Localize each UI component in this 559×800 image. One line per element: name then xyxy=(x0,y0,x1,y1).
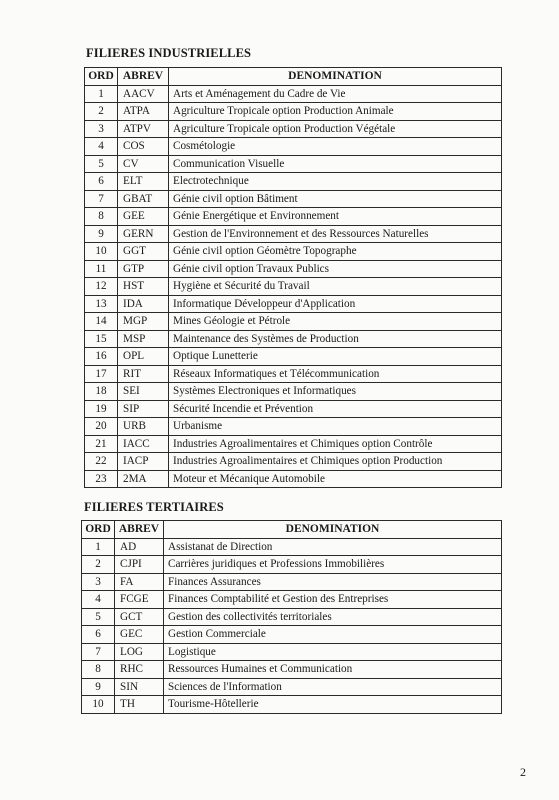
row-ord-cell: 12 xyxy=(85,278,118,296)
row-abrev-cell: FCGE xyxy=(115,591,164,609)
row-ord-cell: 3 xyxy=(82,573,115,591)
row-denomination-cell: Arts et Aménagement du Cadre de Vie xyxy=(169,85,502,103)
table-row xyxy=(85,313,502,331)
table-row xyxy=(85,400,502,418)
row-abrev-cell: ATPV xyxy=(118,120,169,138)
row-abrev-cell: GCT xyxy=(115,608,164,626)
row-ord-cell: 22 xyxy=(85,453,118,471)
row-abrev-cell: URB xyxy=(118,418,169,436)
row-denomination-cell: Ressources Humaines et Communication xyxy=(164,661,502,679)
row-ord-cell: 23 xyxy=(85,470,118,488)
table-row xyxy=(85,173,502,191)
row-ord-cell: 19 xyxy=(85,400,118,418)
row-ord-cell: 5 xyxy=(85,155,118,173)
row-ord-cell: 17 xyxy=(85,365,118,383)
row-denomination-cell: Génie civil option Géomètre Topographe xyxy=(169,243,502,261)
row-abrev-cell: ATPA xyxy=(118,103,169,121)
table-row xyxy=(85,435,502,453)
row-ord-cell: 1 xyxy=(82,538,115,556)
row-abrev-cell: IDA xyxy=(118,295,169,313)
table-row xyxy=(85,278,502,296)
row-denomination-cell: Agriculture Tropicale option Production Végétale xyxy=(169,120,502,138)
row-ord-cell: 7 xyxy=(82,643,115,661)
tertiary-table-body xyxy=(82,538,502,713)
table-row xyxy=(85,155,502,173)
table-row xyxy=(85,190,502,208)
row-denomination-cell: Logistique xyxy=(164,643,502,661)
row-abrev-cell: FA xyxy=(115,573,164,591)
tertiary-section-title: FILIERES TERTIAIRES xyxy=(84,500,224,514)
row-denomination-cell: Assistanat de Direction xyxy=(164,538,502,556)
table-row xyxy=(82,661,502,679)
row-abrev-cell: CV xyxy=(118,155,169,173)
row-ord-cell: 6 xyxy=(82,626,115,644)
table-row xyxy=(82,591,502,609)
table-row xyxy=(85,383,502,401)
table-row xyxy=(82,696,502,714)
row-abrev-cell: 2MA xyxy=(118,470,169,488)
row-abrev-cell: SIN xyxy=(115,678,164,696)
row-ord-cell: 8 xyxy=(82,661,115,679)
row-abrev-cell: GTP xyxy=(118,260,169,278)
header-denomination: DENOMINATION xyxy=(164,521,502,539)
table-row xyxy=(82,573,502,591)
row-denomination-cell: Systèmes Electroniques et Informatiques xyxy=(169,383,502,401)
row-denomination-cell: Carrières juridiques et Professions Immobilières xyxy=(164,556,502,574)
table-row xyxy=(82,538,502,556)
row-ord-cell: 5 xyxy=(82,608,115,626)
row-ord-cell: 14 xyxy=(85,313,118,331)
row-abrev-cell: RIT xyxy=(118,365,169,383)
row-denomination-cell: Finances Assurances xyxy=(164,573,502,591)
row-denomination-cell: Tourisme-Hôtellerie xyxy=(164,696,502,714)
table-row xyxy=(85,295,502,313)
row-abrev-cell: IACC xyxy=(118,435,169,453)
table-row xyxy=(85,348,502,366)
row-abrev-cell: COS xyxy=(118,138,169,156)
table-row xyxy=(82,608,502,626)
row-denomination-cell: Gestion des collectivités territoriales xyxy=(164,608,502,626)
table-row xyxy=(85,103,502,121)
row-ord-cell: 3 xyxy=(85,120,118,138)
table-row xyxy=(85,208,502,226)
row-denomination-cell: Gestion de l'Environnement et des Ressources Naturelles xyxy=(169,225,502,243)
table-row xyxy=(82,678,502,696)
row-denomination-cell: Communication Visuelle xyxy=(169,155,502,173)
table-row xyxy=(85,243,502,261)
industrial-section-title: FILIERES INDUSTRIELLES xyxy=(86,46,252,60)
row-abrev-cell: GEE xyxy=(118,208,169,226)
row-abrev-cell: RHC xyxy=(115,661,164,679)
row-ord-cell: 9 xyxy=(82,678,115,696)
table-row xyxy=(85,330,502,348)
row-denomination-cell: Industries Agroalimentaires et Chimiques option Contrôle xyxy=(169,435,502,453)
row-abrev-cell: SEI xyxy=(118,383,169,401)
row-denomination-cell: Informatique Développeur d'Application xyxy=(169,295,502,313)
table-row xyxy=(82,556,502,574)
row-abrev-cell: SIP xyxy=(118,400,169,418)
row-abrev-cell: IACP xyxy=(118,453,169,471)
row-ord-cell: 10 xyxy=(85,243,118,261)
row-denomination-cell: Mines Géologie et Pétrole xyxy=(169,313,502,331)
row-denomination-cell: Industries Agroalimentaires et Chimiques option Production xyxy=(169,453,502,471)
row-abrev-cell: AACV xyxy=(118,85,169,103)
table-row xyxy=(85,453,502,471)
row-denomination-cell: Hygiène et Sécurité du Travail xyxy=(169,278,502,296)
row-denomination-cell: Sciences de l'Information xyxy=(164,678,502,696)
row-abrev-cell: MGP xyxy=(118,313,169,331)
header-denomination: DENOMINATION xyxy=(169,68,502,86)
row-denomination-cell: Agriculture Tropicale option Production Animale xyxy=(169,103,502,121)
row-ord-cell: 6 xyxy=(85,173,118,191)
table-header-row xyxy=(85,68,502,86)
industrial-table-body xyxy=(85,85,502,488)
row-ord-cell: 7 xyxy=(85,190,118,208)
header-abrev: ABREV xyxy=(115,521,164,539)
row-denomination-cell: Sécurité Incendie et Prévention xyxy=(169,400,502,418)
row-denomination-cell: Urbanisme xyxy=(169,418,502,436)
table-row xyxy=(85,365,502,383)
row-ord-cell: 20 xyxy=(85,418,118,436)
row-ord-cell: 21 xyxy=(85,435,118,453)
row-ord-cell: 13 xyxy=(85,295,118,313)
row-denomination-cell: Electrotechnique xyxy=(169,173,502,191)
row-abrev-cell: GBAT xyxy=(118,190,169,208)
header-ord: ORD xyxy=(85,68,118,86)
row-abrev-cell: GERN xyxy=(118,225,169,243)
industrial-table xyxy=(84,67,502,488)
row-denomination-cell: Finances Comptabilité et Gestion des Entreprises xyxy=(164,591,502,609)
row-abrev-cell: TH xyxy=(115,696,164,714)
row-abrev-cell: GEC xyxy=(115,626,164,644)
row-denomination-cell: Optique Lunetterie xyxy=(169,348,502,366)
row-denomination-cell: Gestion Commerciale xyxy=(164,626,502,644)
row-abrev-cell: LOG xyxy=(115,643,164,661)
row-denomination-cell: Réseaux Informatiques et Télécommunication xyxy=(169,365,502,383)
table-row xyxy=(85,85,502,103)
row-denomination-cell: Maintenance des Systèmes de Production xyxy=(169,330,502,348)
row-ord-cell: 8 xyxy=(85,208,118,226)
table-row xyxy=(82,643,502,661)
row-abrev-cell: OPL xyxy=(118,348,169,366)
row-ord-cell: 4 xyxy=(82,591,115,609)
page-number: 2 xyxy=(520,765,526,779)
row-abrev-cell: HST xyxy=(118,278,169,296)
row-abrev-cell: CJPI xyxy=(115,556,164,574)
table-row xyxy=(85,470,502,488)
row-ord-cell: 2 xyxy=(85,103,118,121)
row-denomination-cell: Génie civil option Bâtiment xyxy=(169,190,502,208)
row-ord-cell: 16 xyxy=(85,348,118,366)
row-ord-cell: 9 xyxy=(85,225,118,243)
row-ord-cell: 1 xyxy=(85,85,118,103)
table-row xyxy=(85,138,502,156)
row-abrev-cell: GGT xyxy=(118,243,169,261)
row-denomination-cell: Moteur et Mécanique Automobile xyxy=(169,470,502,488)
table-row xyxy=(85,260,502,278)
row-denomination-cell: Génie Energétique et Environnement xyxy=(169,208,502,226)
row-abrev-cell: ELT xyxy=(118,173,169,191)
table-row xyxy=(82,626,502,644)
header-abrev: ABREV xyxy=(118,68,169,86)
row-ord-cell: 15 xyxy=(85,330,118,348)
header-ord: ORD xyxy=(82,521,115,539)
row-abrev-cell: MSP xyxy=(118,330,169,348)
table-header-row xyxy=(82,521,502,539)
row-ord-cell: 11 xyxy=(85,260,118,278)
table-row xyxy=(85,418,502,436)
tertiary-table xyxy=(81,520,502,714)
row-denomination-cell: Génie civil option Travaux Publics xyxy=(169,260,502,278)
row-ord-cell: 4 xyxy=(85,138,118,156)
table-row xyxy=(85,120,502,138)
row-ord-cell: 10 xyxy=(82,696,115,714)
row-ord-cell: 18 xyxy=(85,383,118,401)
row-abrev-cell: AD xyxy=(115,538,164,556)
table-row xyxy=(85,225,502,243)
row-ord-cell: 2 xyxy=(82,556,115,574)
row-denomination-cell: Cosmétologie xyxy=(169,138,502,156)
